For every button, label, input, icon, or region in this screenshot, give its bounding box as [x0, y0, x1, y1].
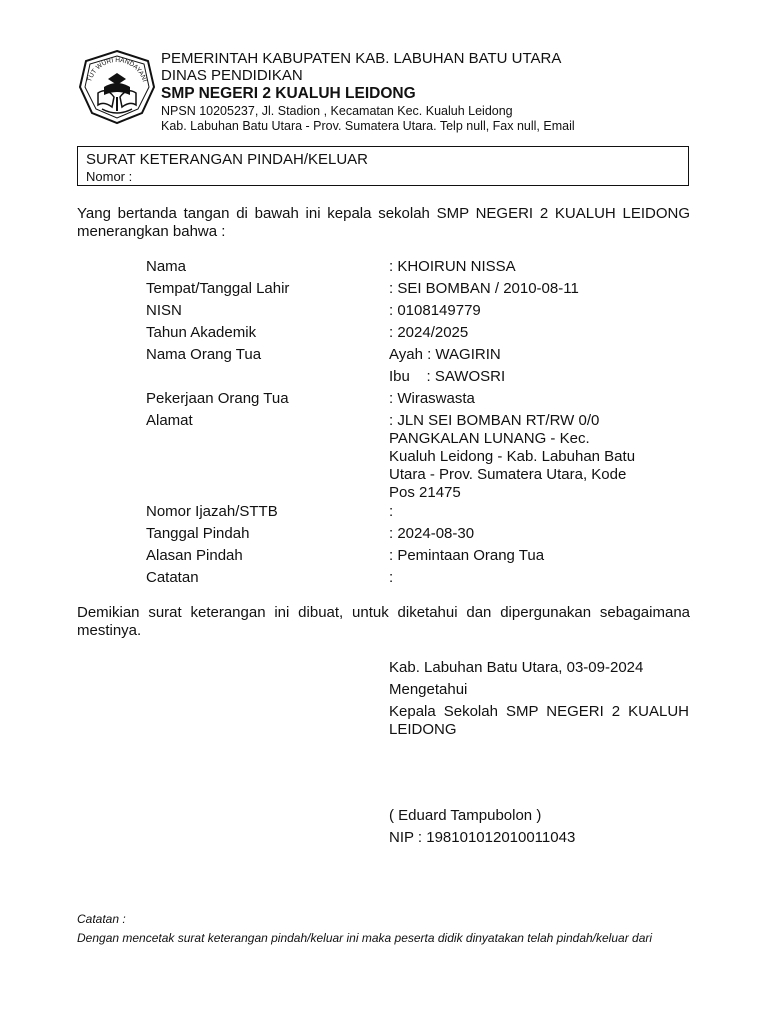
field-label-ttl: Tempat/Tanggal Lahir [146, 280, 290, 297]
field-label-nisn: NISN [146, 302, 182, 319]
header-school-name: SMP NEGERI 2 KUALUH LEIDONG [161, 85, 416, 102]
field-label-pekerjaan: Pekerjaan Orang Tua [146, 390, 289, 407]
field-value-nama: : KHOIRUN NISSA [389, 258, 516, 275]
signature-name: ( Eduard Tampubolon ) [389, 807, 542, 824]
logo-motto: TUT WURI HANDAYANI [86, 56, 148, 83]
field-value-ibu: Ibu : SAWOSRI [389, 368, 506, 385]
header-contact: Kab. Labuhan Batu Utara - Prov. Sumatera Utara. Telp null, Fax null, Email [161, 119, 575, 133]
signature-nip: NIP : 198101012010011043 [389, 829, 576, 846]
field-label-alasan: Alasan Pindah [146, 547, 243, 564]
field-value-ttl: : SEI BOMBAN / 2010-08-11 [389, 280, 579, 297]
field-value-tahun: : 2024/2025 [389, 324, 469, 341]
field-value-tanggal-pindah: : 2024-08-30 [389, 525, 475, 542]
header-government: PEMERINTAH KABUPATEN KAB. LABUHAN BATU UTARA [161, 50, 562, 67]
footnote-label: Catatan : [77, 912, 126, 926]
field-label-tahun: Tahun Akademik [146, 324, 257, 341]
intro-paragraph: Yang bertanda tangan di bawah ini kepala sekolah SMP NEGERI 2 KUALUH LEIDONG menerangkan bahwa : [77, 205, 690, 240]
field-value-pekerjaan: : Wiraswasta [389, 390, 475, 407]
tut-wuri-handayani-logo [76, 49, 158, 125]
signature-mengetahui: Mengetahui [389, 681, 468, 698]
field-label-nama: Nama [146, 258, 187, 275]
header-department: DINAS PENDIDIKAN [161, 67, 303, 84]
signature-place-date: Kab. Labuhan Batu Utara, 03-09-2024 [389, 659, 644, 676]
field-value-alamat: : JLN SEI BOMBAN RT/RW 0/0 PANGKALAN LUNANG - Kec. Kualuh Leidong - Kab. Labuhan Batu Utara - Prov. Sumatera Utara, Kode Pos 21475 [389, 412, 636, 501]
title-box [77, 146, 689, 186]
signature-position: Kepala Sekolah SMP NEGERI 2 KUALUH LEIDONG [389, 703, 689, 738]
field-value-nisn: : 0108149779 [389, 302, 481, 319]
document-number: Nomor : [86, 169, 133, 184]
field-value-alasan: : Pemintaan Orang Tua [389, 547, 545, 564]
field-value-ayah: Ayah : WAGIRIN [389, 346, 501, 363]
field-label-alamat: Alamat [146, 412, 193, 429]
document-title: SURAT KETERANGAN PINDAH/KELUAR [86, 151, 369, 168]
header-address: NPSN 10205237, Jl. Stadion , Kecamatan Kec. Kualuh Leidong [161, 104, 513, 118]
field-label-catatan: Catatan [146, 569, 199, 586]
field-value-catatan: : [389, 569, 394, 586]
field-value-ijazah: : [389, 503, 394, 520]
closing-paragraph: Demikian surat keterangan ini dibuat, untuk diketahui dan dipergunakan sebagaimana mestinya. [77, 604, 690, 639]
field-label-ortu: Nama Orang Tua [146, 346, 262, 363]
footnote-text: Dengan mencetak surat keterangan pindah/keluar ini maka peserta didik dinyatakan telah pindah/keluar dari [77, 931, 653, 945]
field-label-tanggal-pindah: Tanggal Pindah [146, 525, 250, 542]
field-label-ijazah: Nomor Ijazah/STTB [146, 503, 278, 520]
